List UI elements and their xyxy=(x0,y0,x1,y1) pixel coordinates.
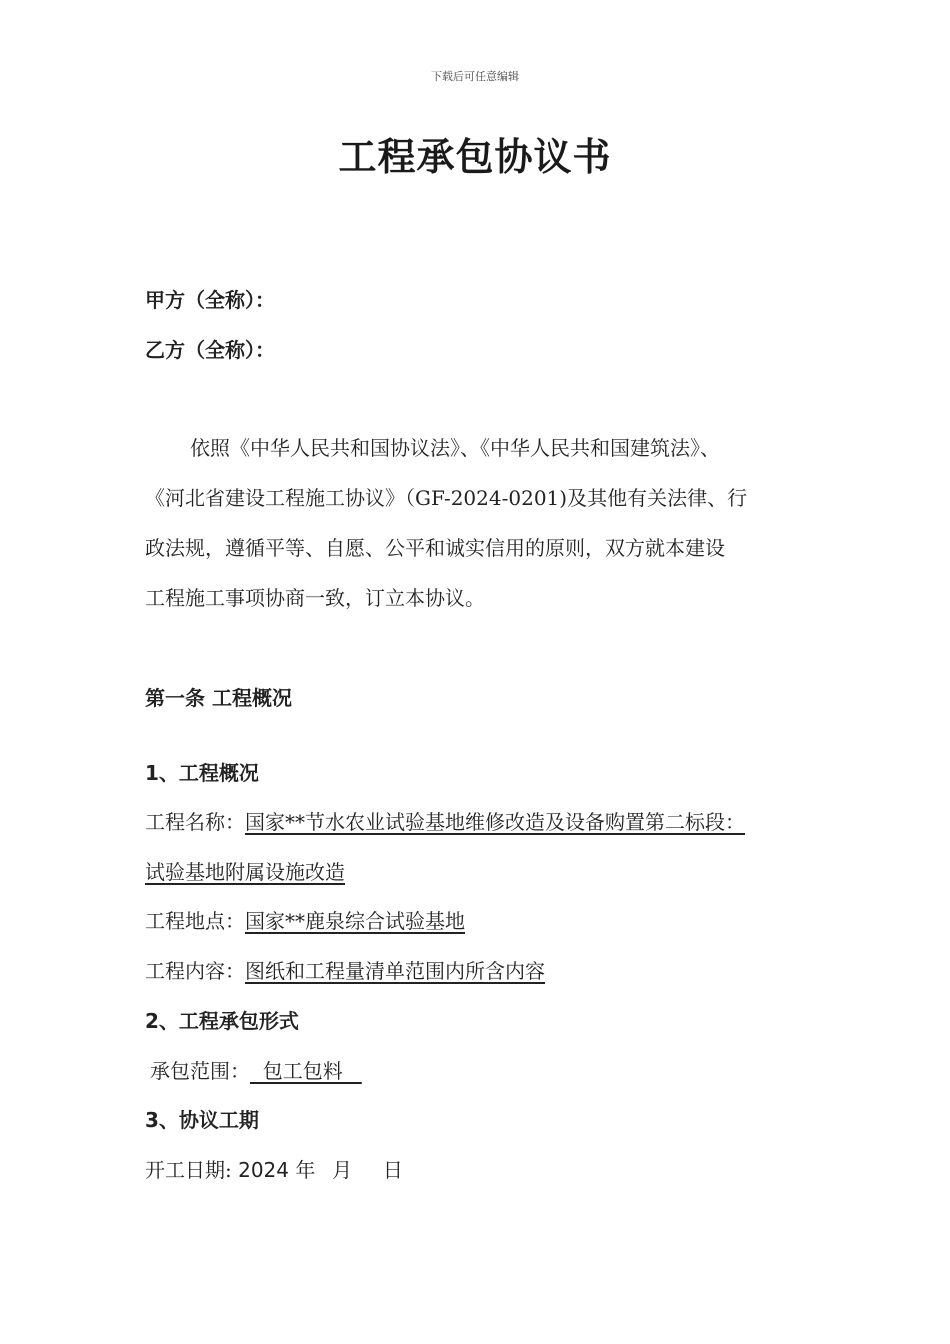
project-name-label: 工程名称： xyxy=(145,810,245,834)
day-unit: 日 xyxy=(382,1158,403,1182)
project-name-value: 国家**节水农业试验基地维修改造及设备购置第二标段： xyxy=(245,810,745,834)
header-note: 下载后可任意编辑 xyxy=(431,70,519,83)
month-unit: 月 xyxy=(332,1158,353,1182)
article-1-heading: 第一条 工程概况 xyxy=(145,686,292,710)
project-name-value-cont: 试验基地附属设施改造 xyxy=(145,860,345,884)
project-location-label: 工程地点： xyxy=(145,909,245,933)
start-year: 2024 xyxy=(238,1158,290,1182)
project-location-row xyxy=(145,907,465,935)
project-name-row xyxy=(145,808,745,836)
scope-label: 承包范围： xyxy=(150,1059,250,1083)
intro-line-1: 依照《中华人民共和国协议法》、《中华人民共和国建筑法》、 xyxy=(190,436,720,460)
section-1-heading: 1、工程概况 xyxy=(145,761,259,785)
document-title: 工程承包协议书 xyxy=(338,135,612,179)
party-b-label: 乙方（全称）： xyxy=(145,338,275,362)
start-date-row xyxy=(145,1156,403,1184)
project-content-label: 工程内容： xyxy=(145,959,245,983)
intro-line-4: 工程施工事项协商一致，订立本协议。 xyxy=(145,586,485,610)
intro-line-3: 政法规，遵循平等、自愿、公平和诚实信用的原则，双方就本建设 xyxy=(145,536,725,560)
section-2-heading: 2、工程承包形式 xyxy=(145,1009,299,1033)
party-a-label: 甲方（全称）： xyxy=(145,288,275,312)
section-3-heading: 3、协议工期 xyxy=(145,1108,259,1132)
scope-row xyxy=(150,1057,362,1085)
scope-value: 包工包料 xyxy=(250,1059,362,1083)
project-content-value: 图纸和工程量清单范围内所含内容 xyxy=(245,959,545,983)
year-unit: 年 xyxy=(295,1158,316,1182)
start-date-label: 开工日期: xyxy=(145,1158,232,1182)
project-name-row-cont xyxy=(145,858,345,886)
intro-line-2: 《河北省建设工程施工协议》（GF-2024-0201)及其他有关法律、行 xyxy=(145,486,748,510)
project-content-row xyxy=(145,957,545,985)
project-location-value: 国家**鹿泉综合试验基地 xyxy=(245,909,465,933)
